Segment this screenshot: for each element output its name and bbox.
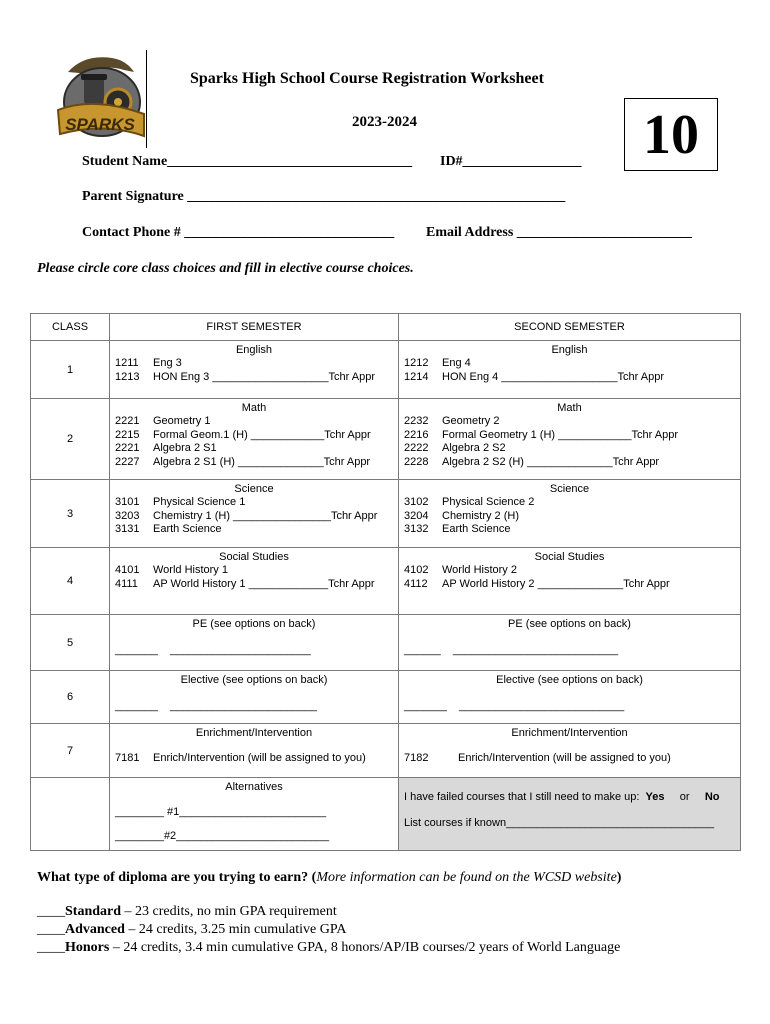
course-registration-table — [30, 313, 741, 851]
course-option[interactable]: 2216 Formal Geometry 1 (H) ____________Tchr Appr — [404, 428, 679, 441]
parent-signature-field[interactable]: Parent Signature ______________________________________________________ — [82, 189, 566, 204]
course-option[interactable]: 1213 HON Eng 3 ___________________Tchr Appr — [115, 370, 376, 383]
class-number: 4 — [31, 548, 110, 615]
elective-entry-field[interactable]: _______ ________________________ — [115, 700, 317, 712]
second-semester-header: SECOND SEMESTER — [399, 314, 741, 341]
second-semester-cell — [399, 548, 741, 615]
course-option[interactable]: 2221 Geometry 1 — [115, 415, 211, 427]
course-option[interactable]: 7182 Enrich/Intervention (will be assigned to you) — [404, 752, 671, 764]
class-number: 2 — [31, 399, 110, 480]
first-semester-cell — [110, 480, 399, 548]
class-number: 6 — [31, 671, 110, 724]
grade-level-box: 10 — [624, 98, 718, 171]
failed-courses-question: I have failed courses that I still need to make up: Yes or No — [404, 791, 720, 803]
course-option[interactable]: 7181 Enrich/Intervention (will be assigned to you) — [115, 752, 366, 764]
alternative-2-field[interactable]: ________#2_________________________ — [115, 830, 330, 842]
class-number: 3 — [31, 480, 110, 548]
failed-courses-list-field[interactable]: List courses if known__________________________________ — [404, 817, 715, 829]
second-semester-cell — [399, 341, 741, 399]
failed-courses-cell — [399, 778, 741, 851]
elective-title: Elective (see options on back) — [496, 674, 643, 686]
class-number: 5 — [31, 615, 110, 671]
table-header-row — [31, 314, 741, 341]
second-semester-cell — [399, 671, 741, 724]
table-row — [31, 778, 741, 851]
course-option[interactable]: 2221 Algebra 2 S1 — [115, 442, 217, 454]
course-option[interactable]: 4112 AP World History 2 ______________Tchr Appr — [404, 577, 670, 590]
enrichment-title: Enrichment/Intervention — [195, 727, 313, 739]
course-option[interactable]: 3203 Chemistry 1 (H) ________________Tchr Appr — [115, 509, 378, 522]
course-option[interactable]: 3131 Earth Science — [115, 523, 222, 535]
second-semester-cell — [399, 615, 741, 671]
course-option[interactable]: 1214 HON Eng 4 ___________________Tchr Appr — [404, 370, 665, 383]
subject-title: Math — [557, 402, 582, 414]
first-semester-header: FIRST SEMESTER — [110, 314, 399, 341]
sparks-logo — [54, 52, 148, 148]
svg-text:SPARKS: SPARKS — [65, 115, 135, 134]
first-semester-cell — [110, 341, 399, 399]
diploma-question: What type of diploma are you trying to earn? (More information can be found on the WCSD website) — [37, 870, 622, 885]
first-semester-cell — [110, 548, 399, 615]
diploma-option-standard[interactable]: ____Standard – 23 credits, no min GPA requirement — [37, 904, 337, 919]
no-option[interactable]: No — [704, 791, 720, 803]
subject-title: Math — [241, 402, 267, 414]
elective-title: Elective (see options on back) — [180, 674, 328, 686]
subject-title: English — [551, 344, 588, 356]
course-option[interactable]: 3101 Physical Science 1 — [115, 496, 246, 508]
subject-title: Science — [234, 483, 274, 495]
pe-title: PE (see options on back) — [192, 618, 316, 630]
yes-option[interactable]: Yes — [645, 791, 665, 803]
course-option[interactable]: 4102 World History 2 — [404, 564, 517, 576]
table-row — [31, 671, 741, 724]
course-option[interactable]: 2222 Algebra 2 S2 — [404, 442, 506, 454]
page-title: Sparks High School Course Registration Worksheet — [190, 70, 544, 87]
contact-phone-field[interactable]: Contact Phone # ______________________________ — [82, 225, 395, 240]
alternative-1-field[interactable]: ________ #1________________________ — [115, 806, 327, 818]
school-year: 2023-2024 — [352, 114, 417, 130]
diploma-option-honors[interactable]: ____Honors – 24 credits, 3.4 min cumulative GPA, 8 honors/AP/IB courses/2 years of World Language — [37, 940, 621, 955]
student-name-field[interactable]: Student Name___________________________________ — [82, 154, 413, 169]
table-row — [31, 615, 741, 671]
email-address-field[interactable]: Email Address _________________________ — [426, 225, 692, 240]
student-id-field[interactable]: ID#_________________ — [440, 154, 582, 169]
subject-title: Social Studies — [219, 551, 289, 563]
logo-divider — [146, 50, 147, 148]
course-option[interactable]: 1211 Eng 3 — [115, 357, 182, 369]
second-semester-cell — [399, 724, 741, 778]
first-semester-cell — [110, 724, 399, 778]
course-option[interactable]: 2227 Algebra 2 S1 (H) ______________Tchr Appr — [115, 455, 371, 468]
alternatives-cell — [110, 778, 399, 851]
first-semester-cell — [110, 671, 399, 724]
course-option[interactable]: 3102 Physical Science 2 — [404, 496, 535, 508]
first-semester-cell — [110, 615, 399, 671]
alternatives-title: Alternatives — [225, 781, 283, 793]
second-semester-cell — [399, 480, 741, 548]
class-number: 1 — [31, 341, 110, 399]
diploma-option-advanced[interactable]: ____Advanced – 24 credits, 3.25 min cumulative GPA — [37, 922, 347, 937]
pe-entry-field[interactable]: ______ ___________________________ — [404, 644, 619, 656]
course-option[interactable]: 3132 Earth Science — [404, 523, 511, 535]
course-option[interactable]: 3204 Chemistry 2 (H) — [404, 509, 520, 522]
second-semester-cell — [399, 399, 741, 480]
course-option[interactable]: 2232 Geometry 2 — [404, 415, 500, 427]
subject-title: Science — [549, 483, 590, 495]
subject-title: English — [235, 344, 273, 356]
empty-class-cell — [31, 778, 110, 851]
course-option[interactable]: 4111 AP World History 1 _____________Tchr Appr — [115, 577, 375, 590]
table-row — [31, 399, 741, 480]
table-row — [31, 548, 741, 615]
course-option[interactable]: 2215 Formal Geom.1 (H) ____________Tchr Appr — [115, 428, 371, 441]
subject-title: Social Studies — [534, 551, 605, 563]
course-option[interactable]: 4101 World History 1 — [115, 564, 228, 576]
first-semester-cell — [110, 399, 399, 480]
class-column-header: CLASS — [31, 314, 110, 341]
table-row — [31, 341, 741, 399]
course-option[interactable]: 2228 Algebra 2 S2 (H) ______________Tchr Appr — [404, 455, 660, 468]
elective-entry-field[interactable]: _______ ___________________________ — [404, 700, 625, 712]
pe-entry-field[interactable]: _______ _______________________ — [115, 644, 311, 656]
table-row — [31, 480, 741, 548]
course-option[interactable]: 1212 Eng 4 — [404, 357, 471, 369]
instructions-text: Please circle core class choices and fill in elective course choices. — [37, 261, 414, 276]
enrichment-title: Enrichment/Intervention — [511, 727, 628, 739]
pe-title: PE (see options on back) — [508, 618, 631, 630]
class-number: 7 — [31, 724, 110, 778]
table-row — [31, 724, 741, 778]
